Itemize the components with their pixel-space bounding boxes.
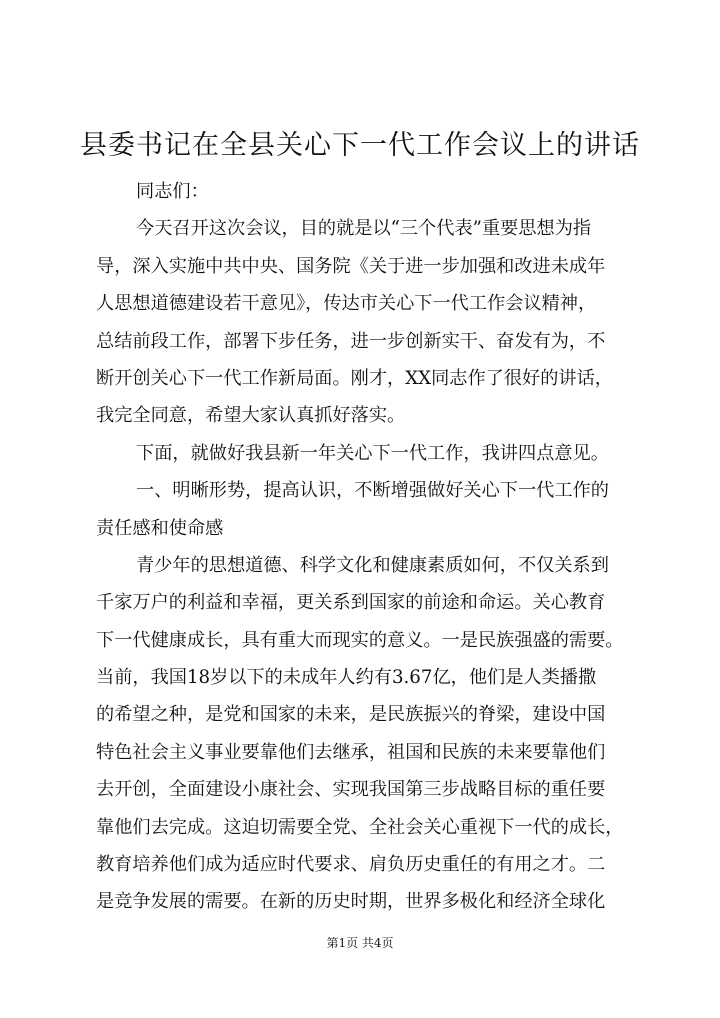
text-line: 下面，就做好我县新一年关心下一代工作，我讲四点意见。 — [136, 442, 609, 464]
text-line: 导，深入实施中共中央、国务院《关于进一步加强和改进未成年 — [96, 255, 606, 277]
text-line: 千家万户的利益和幸福，更关系到国家的前途和命运。关心教育 — [96, 592, 606, 614]
text-line: 当前，我国18岁以下的未成年人约有3.67亿，他们是人类播撒 — [96, 667, 597, 689]
section-heading-line: 责任感和使命感 — [96, 517, 224, 539]
text-line: 是竞争发展的需要。在新的历史时期，世界多极化和经济全球化 — [96, 891, 606, 913]
text-line: 总结前段工作，部署下步任务，进一步创新实干、奋发有为，不 — [96, 330, 606, 352]
page-number-footer: 第1页 共4页 — [326, 936, 394, 950]
text-line: 靠他们去完成。这迫切需要全党、全社会关心重视下一代的成长， — [96, 816, 624, 838]
text-line: 的希望之种，是党和国家的未来，是民族振兴的脊梁，建设中国 — [96, 704, 606, 726]
text-line: 去开创，全面建设小康社会、实现我国第三步战略目标的重任要 — [96, 779, 606, 801]
text-line: 同志们： — [136, 181, 209, 202]
text-line: 断开创关心下一代工作新局面。刚才，XX同志作了很好的讲话， — [96, 367, 613, 389]
section-heading-line: 一、明晰形势，提高认识，不断增强做好关心下一代工作的 — [136, 480, 609, 502]
text-line: 特色社会主义事业要靠他们去继承，祖国和民族的未来要靠他们 — [96, 741, 606, 763]
text-line: 今天召开这次会议，目的就是以“三个代表”重要思想为指 — [136, 218, 592, 240]
document-title: 县委书记在全县关心下一代工作会议上的讲话 — [80, 130, 640, 161]
text-line: 下一代健康成长，具有重大而现实的意义。一是民族强盛的需要。 — [96, 629, 624, 651]
text-line: 青少年的思想道德、科学文化和健康素质如何，不仅关系到 — [136, 554, 609, 576]
text-line: 我完全同意，希望大家认真抓好落实。 — [96, 405, 406, 427]
text-line: 人思想道德建设若干意见》，传达市关心下一代工作会议精神， — [96, 293, 597, 315]
text-line: 教育培养他们成为适应时代要求、肩负历史重任的有用之才。二 — [96, 854, 606, 876]
document-body — [96, 173, 636, 921]
